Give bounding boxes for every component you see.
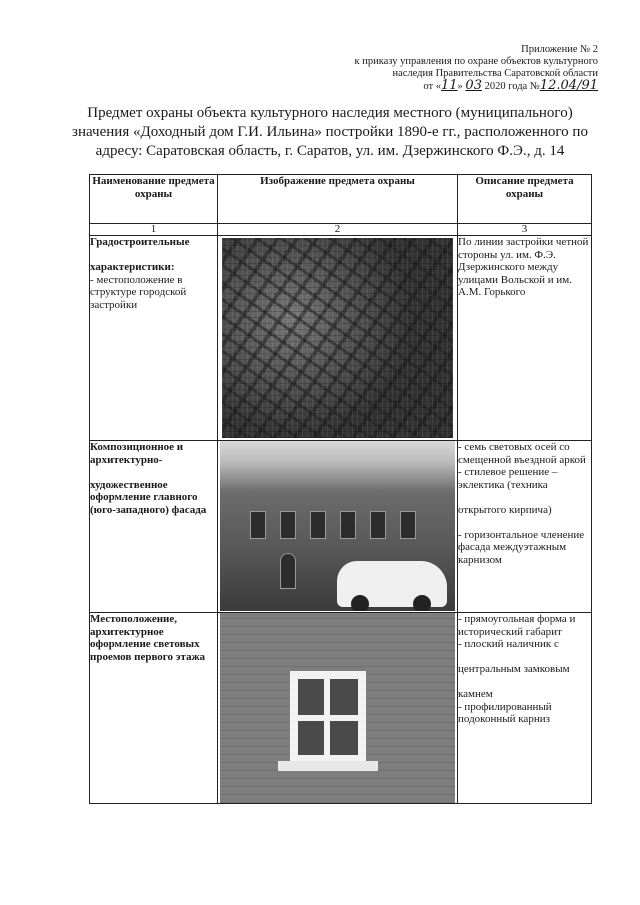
row-2-name: Композиционное и архитектурно- художественное оформление главного (юго-западного) фасада <box>90 441 218 613</box>
column-header-image: Изображение предмета охраны <box>218 175 458 224</box>
row-3-image <box>218 613 458 804</box>
column-number-row <box>90 224 592 236</box>
row-1-name: Градостроительные характеристики: - местоположение в структуре городской застройки <box>90 236 218 441</box>
document-title: Предмет охраны объекта культурного наследия местного (муниципального) значения «Доходный дом Г.И. Ильина» постройки 1890-е гг., расположенного по адресу: Саратовская область, г. Саратов, ул. им. Дзержинского Ф.Э., д. 14 <box>72 105 588 159</box>
table-header-row <box>90 175 592 224</box>
facade-photo <box>220 441 455 611</box>
column-header-name: Наименование предмета охраны <box>90 175 218 224</box>
appendix-day: 11 <box>441 78 458 93</box>
row-1-image <box>218 236 458 441</box>
column-header-description: Описание предмета охраны <box>458 175 592 224</box>
table-row <box>90 613 592 804</box>
row-3-name: Местоположение, архитектурное оформление световых проемов первого этажа <box>90 613 218 804</box>
appendix-line-3: наследия Правительства Саратовской области <box>392 68 598 79</box>
appendix-line-4: от «11» 03 2020 года №12.04/91 <box>423 78 598 93</box>
table-row <box>90 236 592 441</box>
appendix-line-2: к приказу управления по охране объектов культурного <box>354 56 598 67</box>
protection-subject-table <box>89 174 592 804</box>
column-number-1: 1 <box>90 224 218 236</box>
table-row <box>90 441 592 613</box>
column-number-2: 2 <box>218 224 458 236</box>
aerial-map-photo <box>222 238 453 438</box>
window-photo <box>220 613 455 803</box>
row-2-image <box>218 441 458 613</box>
appendix-month: 03 <box>465 78 482 93</box>
row-3-description: - прямоугольная форма и исторический габарит - плоский наличник с центральным замковым камнем - профилированный подоконный карниз <box>458 613 592 804</box>
appendix-line-1: Приложение № 2 <box>521 44 598 55</box>
row-1-description: По линии застройки четной стороны ул. им. Ф.Э. Дзержинского между улицами Вольской и им. А.М. Горького <box>458 236 592 441</box>
row-2-description: - семь световых осей со смещенной въездной аркой - стилевое решение – эклектика (техника открытого кирпича) - горизонтальное членение фасада междуэтажным карнизом <box>458 441 592 613</box>
appendix-number: 12.04/91 <box>539 78 598 93</box>
appendix-header <box>278 44 598 93</box>
column-number-3: 3 <box>458 224 592 236</box>
